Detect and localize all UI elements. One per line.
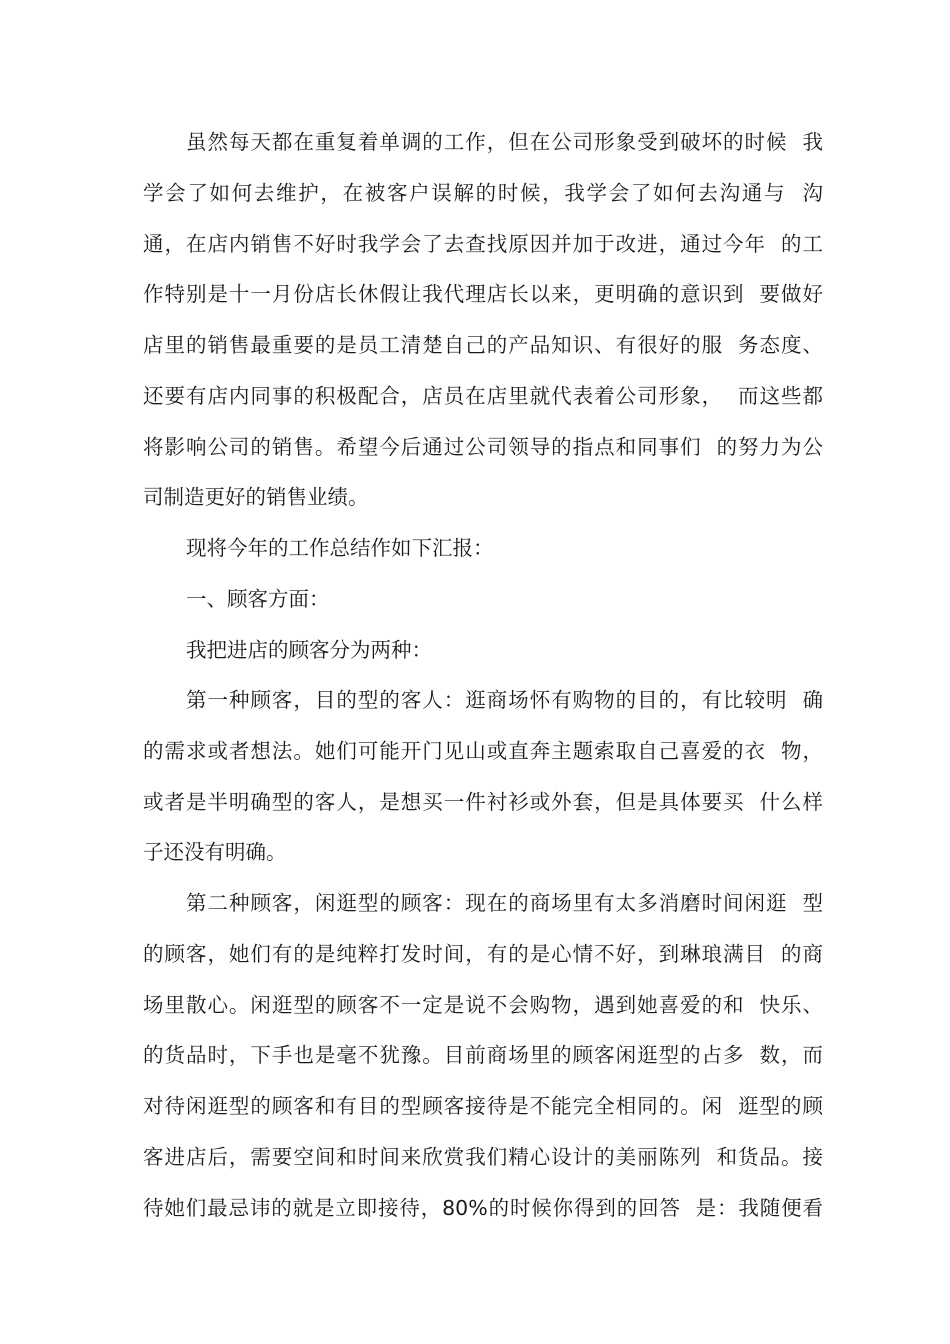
paragraph-line: 的需求或者想法。她们可能开门见山或直奔主题索取自己喜爱的衣 物， bbox=[143, 739, 823, 763]
paragraph-line: 场里散心。闲逛型的顾客不一定是说不会购物，遇到她喜爱的和 快乐、 bbox=[143, 993, 823, 1017]
paragraph-line: 待她们最忌讳的就是立即接待，80%的时候你得到的回答 是：我随便看 bbox=[143, 1196, 823, 1220]
paragraph-line: 对待闲逛型的顾客和有目的型顾客接待是不能完全相同的。闲 逛型的顾 bbox=[143, 1094, 823, 1118]
section-heading: 一、顾客方面： bbox=[186, 587, 330, 611]
paragraph-line: 还要有店内同事的积极配合，店员在店里就代表着公司形象， 而这些都 bbox=[143, 384, 823, 408]
paragraph-line: 虽然每天都在重复着单调的工作，但在公司形象受到破坏的时候 我 bbox=[186, 130, 823, 154]
paragraph-line: 的顾客，她们有的是纯粹打发时间，有的是心情不好，到琳琅满目 的商 bbox=[143, 942, 823, 966]
paragraph-line: 客进店后，需要空间和时间来欣赏我们精心设计的美丽陈列 和货品。接 bbox=[143, 1145, 823, 1169]
paragraph-line: 司制造更好的销售业绩。 bbox=[143, 485, 369, 509]
paragraph-line: 店里的销售最重要的是员工清楚自己的产品知识、有很好的服 务态度、 bbox=[143, 333, 823, 357]
paragraph-line: 子还没有明确。 bbox=[143, 840, 287, 864]
paragraph-line: 或者是半明确型的客人，是想买一件衬衫或外套，但是具体要买 什么样 bbox=[143, 790, 823, 814]
paragraph-line: 通，在店内销售不好时我学会了去查找原因并加于改进，通过今年 的工 bbox=[143, 232, 823, 256]
paragraph-line: 作特别是十一月份店长休假让我代理店长以来，更明确的意识到 要做好 bbox=[143, 282, 823, 306]
paragraph-line: 第二种顾客，闲逛型的顾客：现在的商场里有太多消磨时间闲逛 型 bbox=[186, 891, 823, 915]
paragraph-line: 我把进店的顾客分为两种： bbox=[186, 638, 432, 662]
paragraph-line: 的货品时，下手也是毫不犹豫。目前商场里的顾客闲逛型的占多 数，而 bbox=[143, 1043, 823, 1067]
paragraph-line: 学会了如何去维护，在被客户误解的时候，我学会了如何去沟通与 沟 bbox=[143, 181, 823, 205]
paragraph-line: 将影响公司的销售。希望今后通过公司领导的指点和同事们 的努力为公 bbox=[143, 435, 823, 459]
paragraph-line: 第一种顾客，目的型的客人：逛商场怀有购物的目的，有比较明 确 bbox=[186, 688, 823, 712]
paragraph-line: 现将今年的工作总结作如下汇报： bbox=[186, 536, 494, 560]
